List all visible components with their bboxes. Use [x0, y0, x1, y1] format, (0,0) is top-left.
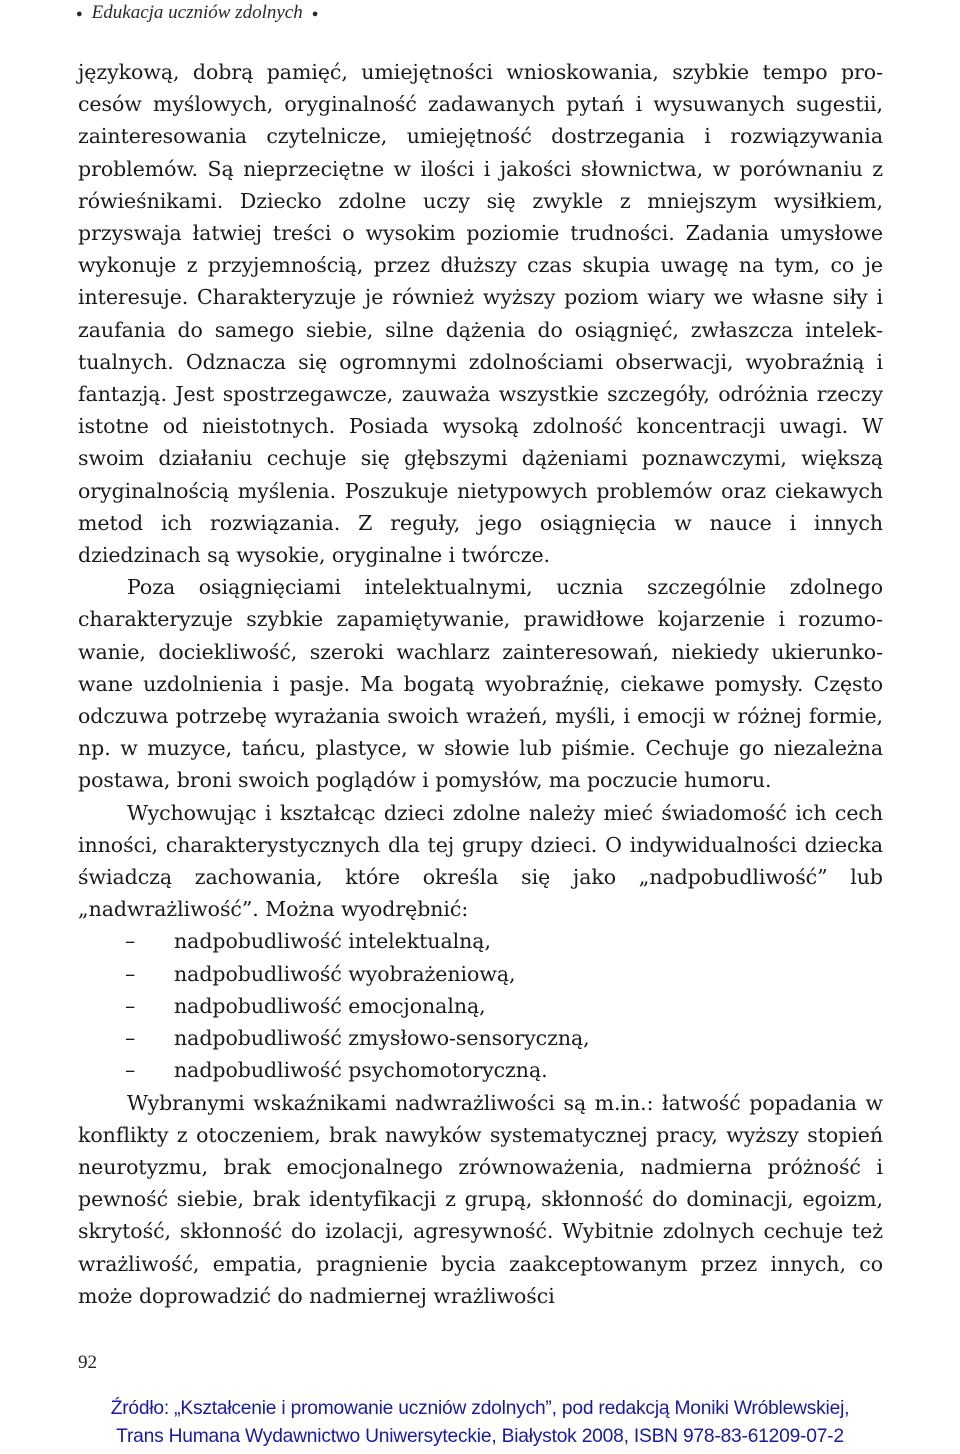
header-bullet-left-icon: ● — [76, 8, 83, 20]
list-item — [78, 990, 883, 1022]
header-title: Edukacja uczniów zdolnych — [91, 2, 303, 23]
header-bullet-right-icon: ● — [311, 8, 319, 20]
list-dash: – — [125, 1058, 136, 1083]
list-item — [78, 958, 883, 990]
list-dash: – — [125, 1026, 136, 1051]
paragraph-2: Poza osiągnięciami intelektualnymi, ucznia szczególnie zdolnego charakteryzuje szybkie zapamiętywanie, prawidłowe kojarzenie i rozumowanie, dociekliwość, szeroki wachlarz zainteresowań, niekiedy ukierunkowane uzdolnienia i pasje. Ma bogatą wyobraźnię, ciekawe pomysły. Często odczuwa potrzebę wyrażania swoich wrażeń, myśli, i emocji w różnej formie, np. w muzyce, tańcu, plastyce, w słowie lub piśmie. Cechuje go niezależna postawa, broni swoich poglądów i pomysłów, ma poczucie humoru. — [78, 575, 883, 793]
list-item-text: nadpobudliwość emocjonalną, — [174, 993, 486, 1018]
source-citation — [0, 1395, 960, 1451]
paragraph-4: Wybranymi wskaźnikami nadwrażliwości są m.in.: łatwość popadania w konflikty z otoczeniem, brak nawyków systematycznej pracy, wyższy stopień neurotyzmu, brak emocjonalnego zrównoważenia, nadmierna próżność i pewność siebie, brak identyfikacji z grupą, skłonność do dominacji, egoizm, skrytość, skłonność do izolacji, agresywność. Wybitnie zdolnych cechuje też wrażliwość, empatia, pragnienie bycia zaakceptowanym przez innych, co może doprowadzić do nadmiernej wrażliwości — [78, 1090, 883, 1308]
list-item — [78, 925, 883, 957]
paragraph-1: językową, dobrą pamięć, umiejętności wnioskowania, szybkie tempo procesów myślowych, oryginalność zadawanych pytań i wysuwanych sugestii, zainteresowania czytelnicze, umiejętność dostrzegania i rozwiązywania problemów. Są nieprzeciętne w ilości i jakości słownictwa, w porównaniu z rówieśnikami. Dziecko zdolne uczy się zwykle z mniejszym wysiłkiem, przyswaja łatwiej treści o wysokim poziomie trudności. Zadania umysłowe wykonuje z przyjemnością, przez dłuższy czas skupia uwagę na tym, co je interesuje. Charakteryzuje je również wyższy poziom wiary we własne siły i zaufania do samego siebie, silne dążenia do osiągnięć, zwłaszcza intelektualnych. Odznacza się ogromnymi zdolnościami obserwacji, wyobraźnią i fantazją. Jest spostrzegawcze, zauważa wszystkie szczegóły, odróżnia rzeczy istotne od nieistotnych. Posiada wysoką zdolność koncentracji uwagi. W swoim działaniu cechuje się głębszymi dążeniami poznawczymi, większą oryginalnością myślenia. Poszukuje nietypowych problemów oraz ciekawych metod ich rozwiązania. Z reguły, jego osiągnięcia w nauce i innych dziedzinach są wysokie, oryginalne i twórcze. — [78, 60, 883, 568]
page-body — [78, 56, 883, 1312]
paragraph-3: Wychowując i kształcąc dzieci zdolne należy mieć świadomość ich cech inności, charakterystycznych dla tej grupy dzieci. O indywidualności dziecka świadczą zachowania, które określa się jako „nadpobudliwość” lub „nadwrażliwość”. Można wyodrębnić: — [78, 800, 883, 922]
list-item-text: nadpobudliwość intelektualną, — [174, 929, 491, 954]
list-item — [78, 1054, 883, 1086]
list-dash: – — [125, 993, 136, 1018]
list-item-text: nadpobudliwość wyobrażeniową, — [174, 961, 516, 986]
list-dash: – — [125, 929, 136, 954]
page-number: 92 — [78, 1352, 97, 1373]
running-header — [76, 0, 318, 26]
list-item-text: nadpobudliwość psychomotoryczną. — [174, 1058, 548, 1083]
source-line-1: Źródło: „Kształcenie i promowanie uczniów zdolnych”, pod redakcją Moniki Wróblewskiej, — [110, 1398, 850, 1419]
source-line-2: Trans Humana Wydawnictwo Uniwersyteckie, Białystok 2008, ISBN 978-83-61209-07-2 — [116, 1426, 844, 1447]
list-dash: – — [125, 961, 136, 986]
list-item-text: nadpobudliwość zmysłowo-sensoryczną, — [174, 1026, 590, 1051]
list-item — [78, 1022, 883, 1054]
hyperexcitability-list — [78, 925, 883, 1086]
